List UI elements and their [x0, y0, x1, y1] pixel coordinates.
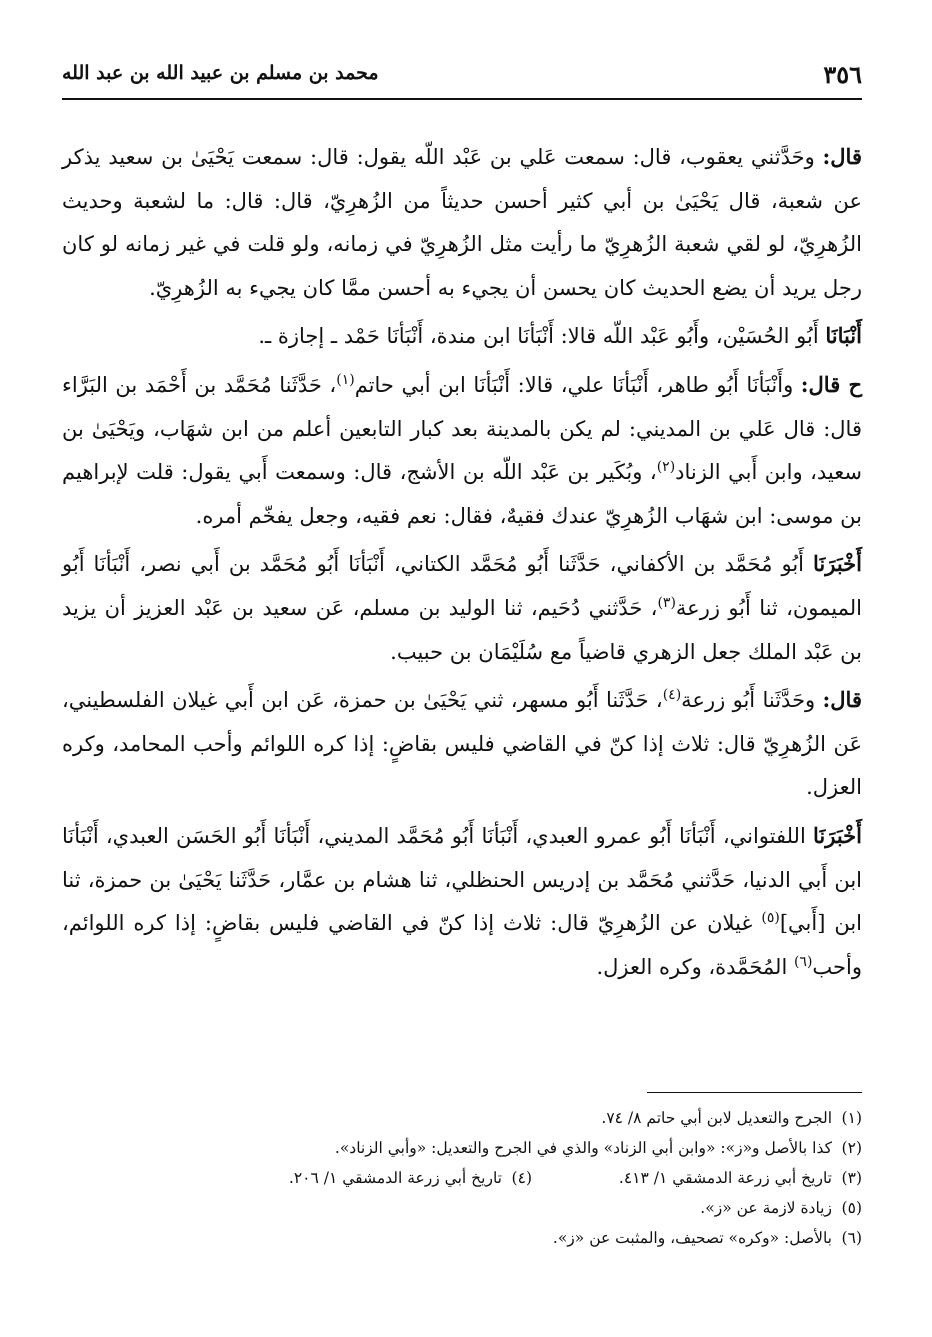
paragraph-text: أَبُو مُحَمَّد بن الأكفاني، حَدَّثَنا أَبُو مُحَمَّد الكتاني، أَنْبَأنَا أَبُو مُحَمَّد بن أَبي نصر، أَنْبَأنَا أَبُو الميمون، ثنا أَبُو زرعة	[62, 552, 863, 620]
paragraph	[62, 814, 862, 989]
paragraph	[62, 135, 862, 310]
footnote-number: (١)	[841, 1109, 862, 1127]
footnote-text: بالأصل: «وكره» تصحيف، والمثبت عن «ز».	[552, 1229, 832, 1247]
footnote-reference[interactable]: (٦)	[793, 953, 813, 970]
footnote-number: (٥)	[841, 1199, 862, 1217]
footnote-text: زيادة لازمة عن «ز».	[700, 1199, 832, 1217]
paragraph-text: ، حَدَّثني دُحَيم، ثنا الوليد بن مسلم، عَن سعيد بن عَبْد العزيز أن يزيد بن عَبْد الملك جعل الزهري قاضياً مع سُلَيْمَان بن حبيب.	[62, 595, 862, 664]
footnote-pair	[532, 1163, 862, 1193]
footnote-text: كذا بالأصل و«ز»: «وابن أبي الزناد» والذي في الجرح والتعديل: «وأبي الزناد».	[334, 1139, 832, 1157]
footnote-reference[interactable]: (٢)	[656, 459, 676, 476]
paragraph-text: ، حَدَّثَنا مُحَمَّد بن أَحْمَد بن البَرَّاء قال: قال عَلي بن المديني: لم يكن بالمدينة بعد كبار التابعين أعلم من ابن شهَاب، ويَحْيَىٰ بن سعيد، وابن أَبي الزناد	[62, 372, 862, 485]
footnote-number: (٣)	[841, 1169, 862, 1187]
paragraph-text: وحَدَّثَنا أَبُو زرعة	[681, 688, 823, 713]
page-number: ٣٥٦	[823, 60, 862, 89]
paragraph-text: ، وبُكَير بن عَبْد اللّه بن الأشج، قال: وسمعت أَبي يقول: قلت لإبراهيم بن موسى: ابن شهَاب الزُهرِيّ عندك فقيهٌ، فقال: نعم فقيه، وجعل يفخّم أمره.	[62, 460, 862, 528]
paragraph-text: وحَدَّثني يعقوب، قال: سمعت عَلي بن عَبْد اللّه يقول: قال: سمعت يَحْيَىٰ بن سعيد يذكر عن شعبة، قال يَحْيَىٰ بن أبي كثير أحسن حديثاً من الزُهرِيّ، قال: قال: ما لشعبة وحديث الزُهرِيّ، لو لقي شعبة الزُهرِيّ ما رأيت مثل الزُهرِيّ في زمانه، ولو قلت في غير زمانه لو كان رجل يريد أن يضع الحديث كان يحسن أن يجيء به أحسن ممَّا كان يجيء به الزُهرِيّ.	[62, 145, 862, 300]
paragraph-text: وأَنْبَأنَا أَبُو طاهر، أَنْبَأنَا علي، قالا: أَنْبَأنَا ابن أبي حاتم	[354, 372, 801, 397]
paragraph	[62, 542, 862, 674]
footnote	[62, 1133, 862, 1163]
footnote	[62, 1163, 862, 1193]
paragraph-lead: أَنْبَانَا	[825, 323, 862, 349]
paragraph-text: أَبُو الحُسَيْن، وأَبُو عَبْد اللّه قالا: أَنْبَأنَا ابن مندة، أَنْبَأنَا حَمْد ـ إجازة ـ.	[258, 324, 826, 349]
paragraph-lead: قال:	[822, 687, 862, 713]
footnote-number: (٦)	[841, 1229, 862, 1247]
footnote-number: (٤)	[511, 1169, 532, 1187]
footnotes	[62, 1103, 862, 1253]
paragraph-lead: أَخْبَرَنَا	[813, 551, 862, 577]
footnote-reference[interactable]: (٣)	[657, 594, 676, 611]
paragraph-lead: ح قال:	[800, 371, 862, 397]
footnote-reference[interactable]: (٥)	[761, 910, 780, 927]
paragraph	[62, 363, 862, 538]
paragraph-lead: قال:	[822, 144, 862, 169]
paragraph-text: غيلان عن الزُهرِيّ قال: ثلاث إذا كنّ في القاضي فليس بقاضٍ: إذا كره اللوائم، وأحب	[62, 911, 862, 979]
paragraph	[62, 314, 862, 359]
footnote-reference[interactable]: (٤)	[662, 687, 682, 704]
footnote-reference[interactable]: (١)	[336, 371, 355, 388]
paragraph-text: ، حَدَّثَنا أَبُو مسهر، ثني يَحْيَىٰ بن حمزة، عَن ابن أَبي غيلان الفلسطيني، عَن الزُهرِيّ قال: ثلاث إذا كنّ في القاضي فليس بقاضٍ: إذا كره اللوائم وأحب المحامد، وكره العزل.	[62, 688, 862, 800]
footnote-text: تاريخ أبي زرعة الدمشقي ١/ ٤١٣.	[618, 1169, 832, 1187]
paragraph-text: المُحَمَّدة، وكره العزل.	[596, 954, 794, 979]
paragraph-text: اللفتواني، أَنْبَأنَا أَبُو عمرو العبدي، أَنْبَأنَا أَبُو مُحَمَّد المديني، أَنْبَأنَا أَبُو الحَسَن العبدي، أَنْبَأنَا ابن أَبي الدنيا، حَدَّثني مُحَمَّد بن إدريس الحنظلي، ثنا هشام بن عمَّار، حَدَّثَنا يَحْيَىٰ بن حمزة، ثنا ابن [أَبي]	[62, 823, 862, 936]
footnote	[62, 1193, 862, 1223]
footnote-number: (٢)	[841, 1139, 862, 1157]
main-text	[62, 135, 862, 989]
footnote-divider	[647, 1092, 862, 1093]
footnote	[62, 1223, 862, 1253]
footnote-text: الجرح والتعديل لابن أبي حاتم ٨/ ٧٤.	[601, 1109, 832, 1127]
paragraph	[62, 678, 862, 810]
footnote-text: تاريخ أبي زرعة الدمشقي ١/ ٢٠٦.	[288, 1169, 502, 1187]
page-header	[62, 58, 862, 100]
running-title: محمد بن مسلم بن عبيد الله بن عبد الله	[62, 62, 379, 84]
footnote	[62, 1103, 862, 1133]
paragraph-lead: أَخْبَرَنَا	[813, 822, 862, 848]
